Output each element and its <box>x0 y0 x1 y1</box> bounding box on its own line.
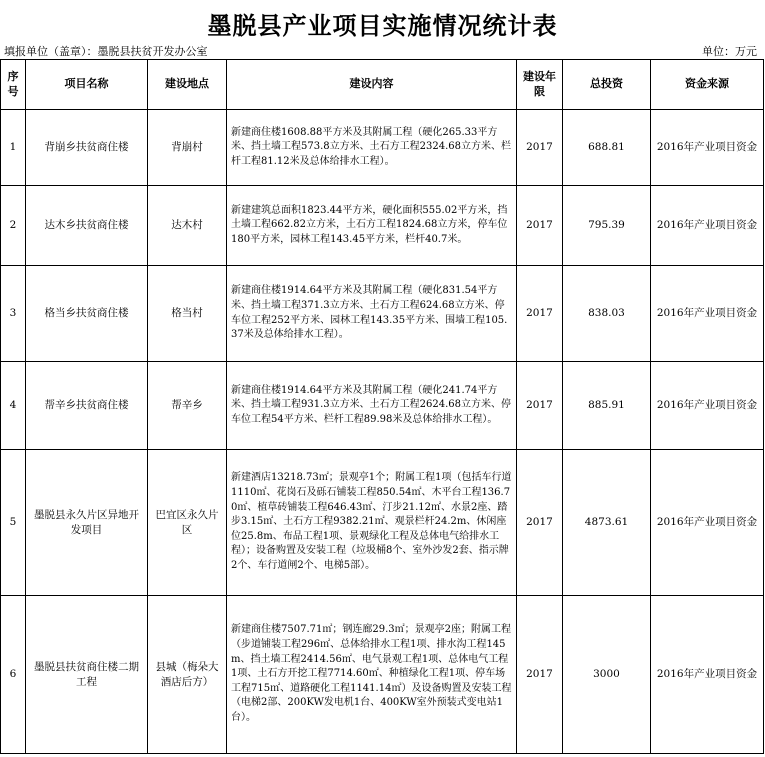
cell-no: 3 <box>1 266 26 362</box>
cell-location: 帮辛乡 <box>148 362 227 450</box>
cell-investment: 885.91 <box>563 362 651 450</box>
project-table <box>0 59 764 754</box>
cell-source: 2016年产业项目资金 <box>651 362 764 450</box>
cell-name: 帮辛乡扶贫商住楼 <box>26 362 148 450</box>
cell-source: 2016年产业项目资金 <box>651 186 764 266</box>
table-row <box>1 362 764 450</box>
cell-location: 巴宜区永久片区 <box>148 450 227 596</box>
cell-source: 2016年产业项目资金 <box>651 596 764 754</box>
cell-location: 格当村 <box>148 266 227 362</box>
header-location: 建设地点 <box>148 60 227 110</box>
cell-investment: 3000 <box>563 596 651 754</box>
table-row <box>1 450 764 596</box>
cell-content: 新建商住楼7507.71㎡；钢连廊29.3㎡；景观亭2座；附属工程（步道铺装工程296㎡、总体给排水工程1项、排水沟工程145m、挡土墙工程2414.56㎡、电气景观工程1项、总体电气工程1项、土石方开挖工程7714.60㎡、种植绿化工程1项、停车场工程715㎡、道路硬化工程1141.14㎡）及设备购置及安装工程（电梯2部、200KW发电机1台、400KW室外预装式变电站1台）。 <box>227 596 517 754</box>
cell-content: 新建商住楼1608.88平方米及其附属工程（硬化265.33平方米、挡土墙工程573.8立方米、土石方工程2324.68立方米、栏杆工程81.12米及总体给排水工程）。 <box>227 110 517 186</box>
currency-unit-label: 单位：万元 <box>702 45 757 58</box>
header-no: 序号 <box>1 60 26 110</box>
header-year: 建设年限 <box>517 60 563 110</box>
cell-investment: 4873.61 <box>563 450 651 596</box>
table-row <box>1 110 764 186</box>
cell-year: 2017 <box>517 110 563 186</box>
cell-source: 2016年产业项目资金 <box>651 266 764 362</box>
cell-no: 5 <box>1 450 26 596</box>
header-name: 项目名称 <box>26 60 148 110</box>
cell-name: 墨脱县扶贫商住楼二期工程 <box>26 596 148 754</box>
cell-no: 2 <box>1 186 26 266</box>
cell-year: 2017 <box>517 266 563 362</box>
cell-investment: 838.03 <box>563 266 651 362</box>
cell-year: 2017 <box>517 596 563 754</box>
cell-source: 2016年产业项目资金 <box>651 110 764 186</box>
table-row <box>1 266 764 362</box>
cell-name: 墨脱县永久片区异地开发项目 <box>26 450 148 596</box>
cell-year: 2017 <box>517 362 563 450</box>
table-row <box>1 596 764 754</box>
table-row <box>1 186 764 266</box>
cell-location: 达木村 <box>148 186 227 266</box>
cell-name: 背崩乡扶贫商住楼 <box>26 110 148 186</box>
cell-name: 格当乡扶贫商住楼 <box>26 266 148 362</box>
cell-no: 4 <box>1 362 26 450</box>
page-title: 墨脱县产业项目实施情况统计表 <box>207 12 558 40</box>
cell-no: 6 <box>1 596 26 754</box>
cell-name: 达木乡扶贫商住楼 <box>26 186 148 266</box>
table-header-row <box>1 60 764 110</box>
cell-location: 县城（梅朵大酒店后方） <box>148 596 227 754</box>
cell-year: 2017 <box>517 450 563 596</box>
cell-no: 1 <box>1 110 26 186</box>
header-source: 资金来源 <box>651 60 764 110</box>
cell-content: 新建商住楼1914.64平方米及其附属工程（硬化831.54平方米、挡土墙工程371.3立方米、土石方工程624.68立方米、停车位工程252平方米、园林工程143.35平方米、围墙工程105.37米及总体给排水工程）。 <box>227 266 517 362</box>
filler-unit-label: 填报单位（盖章）：墨脱县扶贫开发办公室 <box>4 45 208 58</box>
cell-content: 新建酒店13218.73㎡；景观亭1个；附属工程1项（包括车行道1110㎡、花岗石及砾石铺装工程850.54㎡、木平台工程136.70㎡、植草砖铺装工程646.43㎡、汀步21.12㎡、水景2座、踏步3.15㎡、土石方工程9382.21㎡、观景栏杆24.2m、休闲座位25.8m、布品工程1项、景观绿化工程及总体电气给排水工程）；设备购置及安装工程（垃圾桶8个、室外沙发2套、指示牌2个、车行道闸2个、电梯5部）。 <box>227 450 517 596</box>
cell-source: 2016年产业项目资金 <box>651 450 764 596</box>
cell-year: 2017 <box>517 186 563 266</box>
header-content: 建设内容 <box>227 60 517 110</box>
cell-location: 背崩村 <box>148 110 227 186</box>
cell-investment: 795.39 <box>563 186 651 266</box>
header-investment: 总投资 <box>563 60 651 110</box>
cell-content: 新建商住楼1914.64平方米及其附属工程（硬化241.74平方米、挡土墙工程931.3立方米、土石方工程2624.68立方米、停车位工程54平方米、栏杆工程89.98米及总体给排水工程）。 <box>227 362 517 450</box>
cell-investment: 688.81 <box>563 110 651 186</box>
cell-content: 新建建筑总面积1823.44平方米，硬化面积555.02平方米，挡土墙工程662.82立方米，土石方工程1824.68立方米，停车位180平方米，园林工程143.45平方米，栏杆40.7米。 <box>227 186 517 266</box>
